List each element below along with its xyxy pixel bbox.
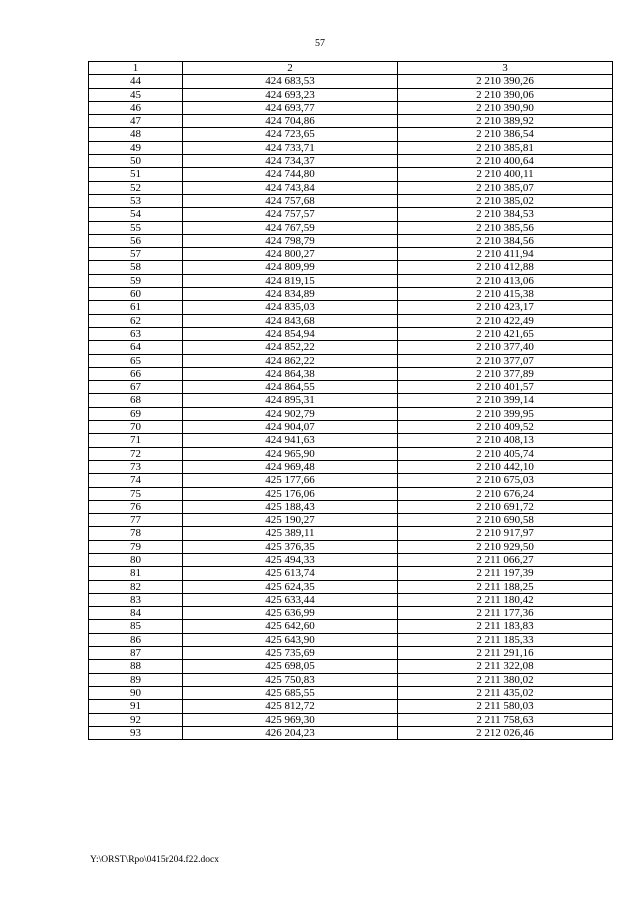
point-number-cell: 52 bbox=[89, 181, 183, 194]
point-number-cell: 46 bbox=[89, 101, 183, 114]
point-number-cell: 90 bbox=[89, 686, 183, 699]
point-number-cell: 45 bbox=[89, 88, 183, 101]
point-number-cell: 85 bbox=[89, 620, 183, 633]
x-coordinate-cell: 424 767,59 bbox=[183, 221, 398, 234]
table-row bbox=[89, 434, 613, 447]
y-coordinate-cell: 2 211 580,03 bbox=[398, 700, 613, 713]
y-coordinate-cell: 2 211 197,39 bbox=[398, 567, 613, 580]
table-row bbox=[89, 194, 613, 207]
point-number-cell: 50 bbox=[89, 155, 183, 168]
y-coordinate-cell: 2 210 413,06 bbox=[398, 274, 613, 287]
x-coordinate-cell: 425 633,44 bbox=[183, 593, 398, 606]
x-coordinate-cell: 424 969,48 bbox=[183, 460, 398, 473]
x-coordinate-cell: 424 904,07 bbox=[183, 421, 398, 434]
point-number-cell: 78 bbox=[89, 527, 183, 540]
y-coordinate-cell: 2 210 421,65 bbox=[398, 327, 613, 340]
table-row bbox=[89, 474, 613, 487]
table-row bbox=[89, 447, 613, 460]
table-row bbox=[89, 607, 613, 620]
coordinates-table bbox=[88, 61, 613, 740]
table-row bbox=[89, 367, 613, 380]
point-number-cell: 69 bbox=[89, 407, 183, 420]
point-number-cell: 53 bbox=[89, 194, 183, 207]
x-coordinate-cell: 425 176,06 bbox=[183, 487, 398, 500]
x-coordinate-cell: 425 389,11 bbox=[183, 527, 398, 540]
y-coordinate-cell: 2 210 422,49 bbox=[398, 314, 613, 327]
table-row bbox=[89, 75, 613, 88]
y-coordinate-cell: 2 211 380,02 bbox=[398, 673, 613, 686]
x-coordinate-cell: 424 723,65 bbox=[183, 128, 398, 141]
x-coordinate-cell: 425 376,35 bbox=[183, 540, 398, 553]
table-row bbox=[89, 500, 613, 513]
table-row bbox=[89, 155, 613, 168]
point-number-cell: 93 bbox=[89, 726, 183, 739]
x-coordinate-cell: 424 895,31 bbox=[183, 394, 398, 407]
y-coordinate-cell: 2 210 415,38 bbox=[398, 288, 613, 301]
column-header-3: 3 bbox=[398, 62, 613, 75]
x-coordinate-cell: 424 743,84 bbox=[183, 181, 398, 194]
point-number-cell: 65 bbox=[89, 354, 183, 367]
y-coordinate-cell: 2 210 385,56 bbox=[398, 221, 613, 234]
y-coordinate-cell: 2 210 409,52 bbox=[398, 421, 613, 434]
point-number-cell: 77 bbox=[89, 514, 183, 527]
x-coordinate-cell: 425 188,43 bbox=[183, 500, 398, 513]
y-coordinate-cell: 2 210 385,02 bbox=[398, 194, 613, 207]
table-row bbox=[89, 540, 613, 553]
point-number-cell: 59 bbox=[89, 274, 183, 287]
x-coordinate-cell: 425 624,35 bbox=[183, 580, 398, 593]
x-coordinate-cell: 426 204,23 bbox=[183, 726, 398, 739]
y-coordinate-cell: 2 210 399,14 bbox=[398, 394, 613, 407]
x-coordinate-cell: 424 835,03 bbox=[183, 301, 398, 314]
y-coordinate-cell: 2 210 377,07 bbox=[398, 354, 613, 367]
point-number-cell: 88 bbox=[89, 660, 183, 673]
point-number-cell: 58 bbox=[89, 261, 183, 274]
x-coordinate-cell: 425 190,27 bbox=[183, 514, 398, 527]
y-coordinate-cell: 2 210 690,58 bbox=[398, 514, 613, 527]
x-coordinate-cell: 424 941,63 bbox=[183, 434, 398, 447]
y-coordinate-cell: 2 210 390,06 bbox=[398, 88, 613, 101]
point-number-cell: 60 bbox=[89, 288, 183, 301]
y-coordinate-cell: 2 210 412,88 bbox=[398, 261, 613, 274]
y-coordinate-cell: 2 210 691,72 bbox=[398, 500, 613, 513]
x-coordinate-cell: 425 969,30 bbox=[183, 713, 398, 726]
table-row bbox=[89, 421, 613, 434]
table-row bbox=[89, 394, 613, 407]
table-row bbox=[89, 514, 613, 527]
point-number-cell: 55 bbox=[89, 221, 183, 234]
table-row bbox=[89, 234, 613, 247]
x-coordinate-cell: 424 733,71 bbox=[183, 141, 398, 154]
point-number-cell: 87 bbox=[89, 647, 183, 660]
x-coordinate-cell: 425 812,72 bbox=[183, 700, 398, 713]
x-coordinate-cell: 424 800,27 bbox=[183, 248, 398, 261]
table-row bbox=[89, 128, 613, 141]
y-coordinate-cell: 2 210 384,56 bbox=[398, 234, 613, 247]
point-number-cell: 47 bbox=[89, 115, 183, 128]
point-number-cell: 56 bbox=[89, 234, 183, 247]
y-coordinate-cell: 2 210 423,17 bbox=[398, 301, 613, 314]
y-coordinate-cell: 2 211 180,42 bbox=[398, 593, 613, 606]
y-coordinate-cell: 2 210 929,50 bbox=[398, 540, 613, 553]
point-number-cell: 67 bbox=[89, 381, 183, 394]
point-number-cell: 72 bbox=[89, 447, 183, 460]
table-row bbox=[89, 660, 613, 673]
point-number-cell: 92 bbox=[89, 713, 183, 726]
y-coordinate-cell: 2 211 758,63 bbox=[398, 713, 613, 726]
table-row bbox=[89, 261, 613, 274]
y-coordinate-cell: 2 210 399,95 bbox=[398, 407, 613, 420]
y-coordinate-cell: 2 210 411,94 bbox=[398, 248, 613, 261]
table-row bbox=[89, 407, 613, 420]
y-coordinate-cell: 2 211 188,25 bbox=[398, 580, 613, 593]
y-coordinate-cell: 2 210 917,97 bbox=[398, 527, 613, 540]
x-coordinate-cell: 425 698,05 bbox=[183, 660, 398, 673]
table-row bbox=[89, 181, 613, 194]
y-coordinate-cell: 2 211 435,02 bbox=[398, 686, 613, 699]
y-coordinate-cell: 2 210 401,57 bbox=[398, 381, 613, 394]
table-row bbox=[89, 580, 613, 593]
column-header-2: 2 bbox=[183, 62, 398, 75]
x-coordinate-cell: 424 744,80 bbox=[183, 168, 398, 181]
x-coordinate-cell: 425 685,55 bbox=[183, 686, 398, 699]
point-number-cell: 76 bbox=[89, 500, 183, 513]
point-number-cell: 63 bbox=[89, 327, 183, 340]
footer-file-path: Y:\ORST\Rpo\0415r204.f22.docx bbox=[90, 855, 219, 865]
y-coordinate-cell: 2 211 183,83 bbox=[398, 620, 613, 633]
table-row bbox=[89, 327, 613, 340]
table-row bbox=[89, 686, 613, 699]
table-row bbox=[89, 700, 613, 713]
table-row bbox=[89, 101, 613, 114]
y-coordinate-cell: 2 210 385,07 bbox=[398, 181, 613, 194]
point-number-cell: 79 bbox=[89, 540, 183, 553]
y-coordinate-cell: 2 210 377,89 bbox=[398, 367, 613, 380]
point-number-cell: 62 bbox=[89, 314, 183, 327]
x-coordinate-cell: 424 965,90 bbox=[183, 447, 398, 460]
point-number-cell: 73 bbox=[89, 460, 183, 473]
table-row bbox=[89, 726, 613, 739]
table-row bbox=[89, 208, 613, 221]
table-row bbox=[89, 301, 613, 314]
y-coordinate-cell: 2 211 177,36 bbox=[398, 607, 613, 620]
point-number-cell: 89 bbox=[89, 673, 183, 686]
table-body bbox=[89, 75, 613, 740]
point-number-cell: 81 bbox=[89, 567, 183, 580]
point-number-cell: 91 bbox=[89, 700, 183, 713]
x-coordinate-cell: 425 735,69 bbox=[183, 647, 398, 660]
x-coordinate-cell: 425 177,66 bbox=[183, 474, 398, 487]
point-number-cell: 66 bbox=[89, 367, 183, 380]
x-coordinate-cell: 424 693,23 bbox=[183, 88, 398, 101]
x-coordinate-cell: 424 734,37 bbox=[183, 155, 398, 168]
point-number-cell: 57 bbox=[89, 248, 183, 261]
point-number-cell: 84 bbox=[89, 607, 183, 620]
y-coordinate-cell: 2 210 442,10 bbox=[398, 460, 613, 473]
table-row bbox=[89, 341, 613, 354]
x-coordinate-cell: 424 902,79 bbox=[183, 407, 398, 420]
point-number-cell: 75 bbox=[89, 487, 183, 500]
point-number-cell: 51 bbox=[89, 168, 183, 181]
x-coordinate-cell: 425 613,74 bbox=[183, 567, 398, 580]
y-coordinate-cell: 2 210 384,53 bbox=[398, 208, 613, 221]
y-coordinate-cell: 2 210 377,40 bbox=[398, 341, 613, 354]
y-coordinate-cell: 2 210 385,81 bbox=[398, 141, 613, 154]
x-coordinate-cell: 424 757,68 bbox=[183, 194, 398, 207]
x-coordinate-cell: 425 643,90 bbox=[183, 633, 398, 646]
point-number-cell: 82 bbox=[89, 580, 183, 593]
table-row bbox=[89, 314, 613, 327]
x-coordinate-cell: 424 757,57 bbox=[183, 208, 398, 221]
y-coordinate-cell: 2 210 405,74 bbox=[398, 447, 613, 460]
y-coordinate-cell: 2 210 408,13 bbox=[398, 434, 613, 447]
table-row bbox=[89, 221, 613, 234]
column-header-1: 1 bbox=[89, 62, 183, 75]
table-row bbox=[89, 487, 613, 500]
y-coordinate-cell: 2 211 185,33 bbox=[398, 633, 613, 646]
point-number-cell: 80 bbox=[89, 553, 183, 566]
x-coordinate-cell: 424 852,22 bbox=[183, 341, 398, 354]
table-row bbox=[89, 248, 613, 261]
point-number-cell: 68 bbox=[89, 394, 183, 407]
y-coordinate-cell: 2 210 390,26 bbox=[398, 75, 613, 88]
y-coordinate-cell: 2 210 386,54 bbox=[398, 128, 613, 141]
x-coordinate-cell: 424 693,77 bbox=[183, 101, 398, 114]
x-coordinate-cell: 425 494,33 bbox=[183, 553, 398, 566]
table-row bbox=[89, 354, 613, 367]
x-coordinate-cell: 424 864,38 bbox=[183, 367, 398, 380]
y-coordinate-cell: 2 211 322,08 bbox=[398, 660, 613, 673]
x-coordinate-cell: 424 704,86 bbox=[183, 115, 398, 128]
x-coordinate-cell: 424 843,68 bbox=[183, 314, 398, 327]
table-row bbox=[89, 713, 613, 726]
y-coordinate-cell: 2 210 400,11 bbox=[398, 168, 613, 181]
point-number-cell: 61 bbox=[89, 301, 183, 314]
point-number-cell: 74 bbox=[89, 474, 183, 487]
point-number-cell: 86 bbox=[89, 633, 183, 646]
table-row bbox=[89, 553, 613, 566]
x-coordinate-cell: 424 862,22 bbox=[183, 354, 398, 367]
table-row bbox=[89, 168, 613, 181]
x-coordinate-cell: 424 798,79 bbox=[183, 234, 398, 247]
table-row bbox=[89, 460, 613, 473]
table-row bbox=[89, 527, 613, 540]
x-coordinate-cell: 424 809,99 bbox=[183, 261, 398, 274]
x-coordinate-cell: 424 819,15 bbox=[183, 274, 398, 287]
table-row bbox=[89, 647, 613, 660]
point-number-cell: 70 bbox=[89, 421, 183, 434]
table-row bbox=[89, 288, 613, 301]
y-coordinate-cell: 2 210 400,64 bbox=[398, 155, 613, 168]
x-coordinate-cell: 425 750,83 bbox=[183, 673, 398, 686]
table-row bbox=[89, 274, 613, 287]
table-row bbox=[89, 381, 613, 394]
point-number-cell: 44 bbox=[89, 75, 183, 88]
table-row bbox=[89, 567, 613, 580]
y-coordinate-cell: 2 210 389,92 bbox=[398, 115, 613, 128]
table-row bbox=[89, 88, 613, 101]
x-coordinate-cell: 425 642,60 bbox=[183, 620, 398, 633]
point-number-cell: 49 bbox=[89, 141, 183, 154]
y-coordinate-cell: 2 210 390,90 bbox=[398, 101, 613, 114]
y-coordinate-cell: 2 211 291,16 bbox=[398, 647, 613, 660]
y-coordinate-cell: 2 212 026,46 bbox=[398, 726, 613, 739]
point-number-cell: 54 bbox=[89, 208, 183, 221]
point-number-cell: 64 bbox=[89, 341, 183, 354]
x-coordinate-cell: 424 854,94 bbox=[183, 327, 398, 340]
x-coordinate-cell: 425 636,99 bbox=[183, 607, 398, 620]
x-coordinate-cell: 424 864,55 bbox=[183, 381, 398, 394]
point-number-cell: 71 bbox=[89, 434, 183, 447]
table-row bbox=[89, 593, 613, 606]
page-number: 57 bbox=[315, 38, 325, 49]
y-coordinate-cell: 2 211 066,27 bbox=[398, 553, 613, 566]
y-coordinate-cell: 2 210 675,03 bbox=[398, 474, 613, 487]
table-row bbox=[89, 633, 613, 646]
x-coordinate-cell: 424 683,53 bbox=[183, 75, 398, 88]
point-number-cell: 83 bbox=[89, 593, 183, 606]
table-header-row bbox=[89, 62, 613, 75]
x-coordinate-cell: 424 834,89 bbox=[183, 288, 398, 301]
table-row bbox=[89, 141, 613, 154]
table-row bbox=[89, 115, 613, 128]
y-coordinate-cell: 2 210 676,24 bbox=[398, 487, 613, 500]
table-row bbox=[89, 673, 613, 686]
table-row bbox=[89, 620, 613, 633]
point-number-cell: 48 bbox=[89, 128, 183, 141]
